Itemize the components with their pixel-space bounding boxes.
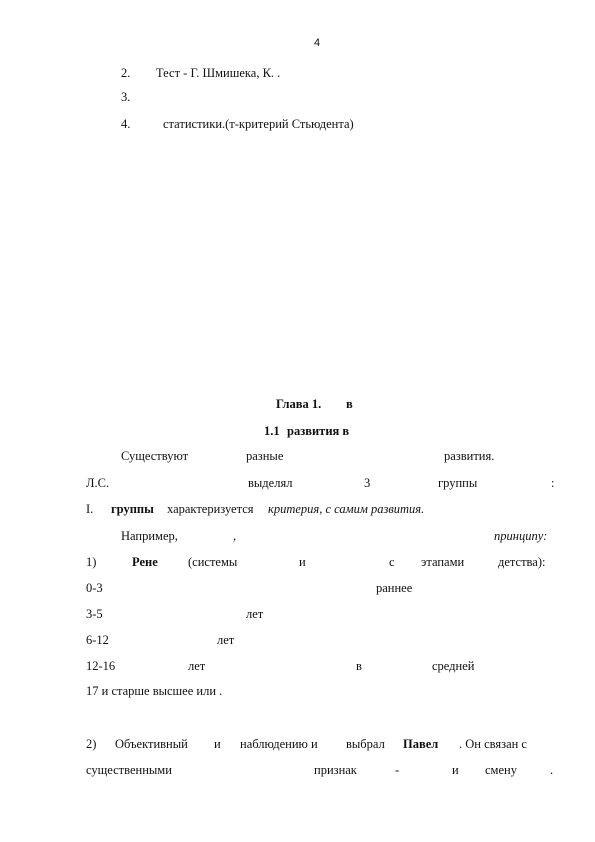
age-row-4-text-1: лет xyxy=(188,659,206,673)
age-row-1-text: раннее xyxy=(376,581,413,595)
age-row-3-age: 6-12 xyxy=(86,633,109,647)
last-line-word-3: - xyxy=(395,763,400,777)
item1-word-5: детства): xyxy=(498,555,546,569)
para3-text: характеризуется xyxy=(167,502,254,516)
item1-word-4: этапами xyxy=(421,555,465,569)
last-line-word-6: . xyxy=(550,763,554,777)
item2-word-1: Объективный xyxy=(115,737,188,751)
list-item-2-number: 2. xyxy=(121,66,131,80)
list-item-4-text: статистики.(т-критерий Стьюдента) xyxy=(163,117,354,131)
section-title: развития в xyxy=(287,424,350,438)
age-row-2-text: лет xyxy=(246,607,264,621)
para3-italic: критерия, с самим развития. xyxy=(268,502,425,516)
para4-word-3: принципу: xyxy=(494,529,548,543)
item1-word-3: с xyxy=(389,555,395,569)
chapter-title-tail: в xyxy=(346,397,353,411)
para1-word-1: Существуют xyxy=(121,449,189,463)
para3-number: I. xyxy=(86,502,94,516)
para2-word-5: : xyxy=(551,476,555,490)
age-row-3-text: лет xyxy=(217,633,235,647)
age-row-4-age: 12-16 xyxy=(86,659,116,673)
para1-word-3: развития. xyxy=(444,449,495,463)
age-row-1-age: 0-3 xyxy=(86,581,103,595)
age-row-4-text-2: в xyxy=(356,659,362,673)
item2-word-5: . Он связан с xyxy=(459,737,527,751)
age-row-4-text-3: средней xyxy=(432,659,475,673)
para2-word-4: группы xyxy=(438,476,478,490)
para4-word-1: Например, xyxy=(121,529,178,543)
para4-word-2: , xyxy=(233,529,237,543)
item2-name: Павел xyxy=(403,737,439,751)
list-item-2-text: Тест - Г. Шмишека, К. . xyxy=(156,66,281,80)
para2-word-2: выделял xyxy=(248,476,293,490)
page-number: 4 xyxy=(314,37,321,49)
para1-word-2: разные xyxy=(246,449,284,463)
item2-word-2: и xyxy=(214,737,221,751)
para2-word-3: 3 xyxy=(364,476,371,490)
age-row-5-text: 17 и старше высшее или . xyxy=(86,684,223,698)
list-item-4-number: 4. xyxy=(121,117,131,131)
last-line-word-4: и xyxy=(452,763,459,777)
chapter-title: Глава 1. xyxy=(276,397,322,411)
last-line-word-2: признак xyxy=(314,763,357,777)
section-number: 1.1 xyxy=(264,424,280,438)
item1-name: Рене xyxy=(132,555,158,569)
last-line-word-5: смену xyxy=(485,763,517,777)
item1-number: 1) xyxy=(86,555,97,569)
item2-number: 2) xyxy=(86,737,97,751)
list-item-3-number: 3. xyxy=(121,90,131,104)
last-line-word-1: существенными xyxy=(86,763,172,777)
item1-word-1: (системы xyxy=(188,555,238,569)
item2-word-3: наблюдению и xyxy=(240,737,318,751)
para2-word-1: Л.С. xyxy=(86,476,110,490)
para3-bold: группы xyxy=(111,502,154,516)
age-row-2-age: 3-5 xyxy=(86,607,103,621)
item2-word-4: выбрал xyxy=(346,737,385,751)
item1-word-2: и xyxy=(299,555,306,569)
